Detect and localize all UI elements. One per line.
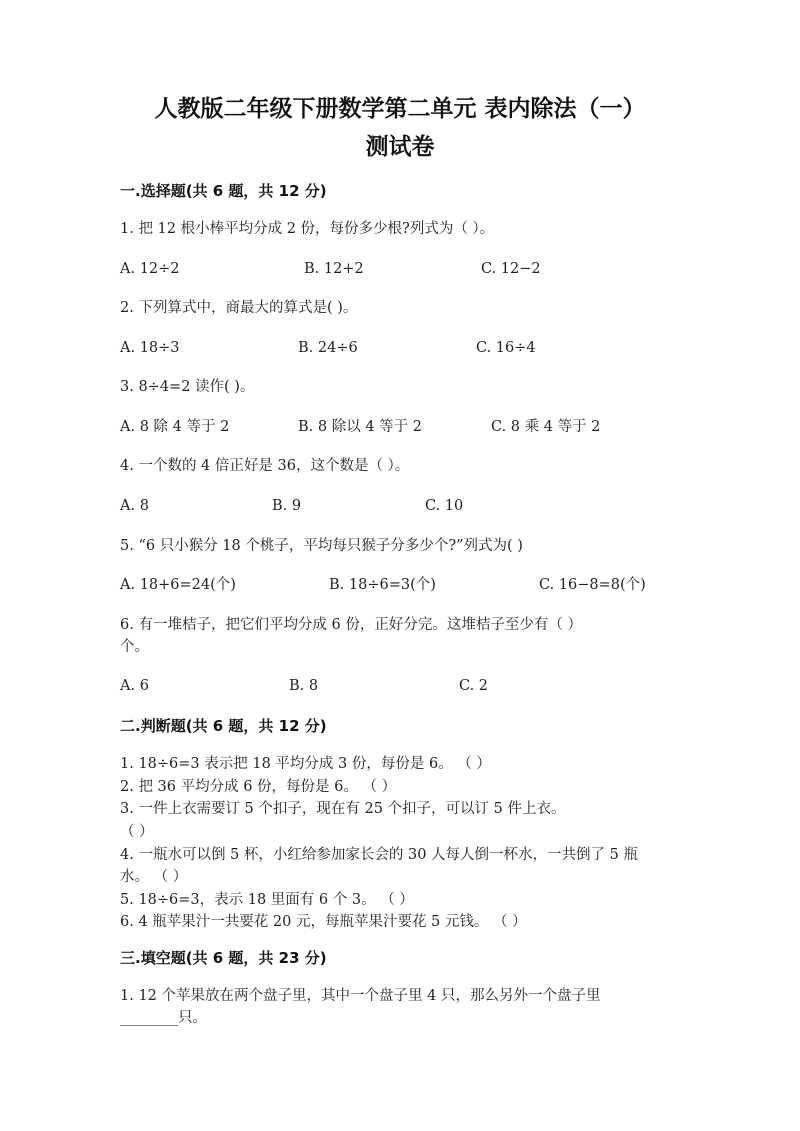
question-text: 4. 一个数的 4 倍正好是 36，这个数是（ ）。 (120, 458, 410, 474)
judge-line: 1. 18÷6=3 表示把 18 平均分成 3 份，每份是 6。 （ ） (120, 756, 491, 772)
judge-line: 3. 一件上衣需要订 5 个扣子，现在有 25 个扣子，可以订 5 件上衣。 (120, 801, 566, 817)
option-a: A. 18+6=24(个) (120, 577, 236, 593)
option-b: B. 8 除以 4 等于 2 (298, 419, 422, 435)
question-text: 6. 有一堆桔子，把它们平均分成 6 份，正好分完。这堆桔子至少有（ ） (120, 617, 582, 633)
option-a: A. 8 (120, 498, 149, 514)
fill-line: ________只。 (120, 1010, 207, 1026)
section-heading-choice: 一.选择题(共 6 题，共 12 分) (120, 182, 327, 200)
judge-line: 4. 一瓶水可以倒 5 杯，小红给参加家长会的 30 人每人倒一杯水，一共倒了 5 瓶 (120, 847, 638, 863)
question-text: 1. 把 12 根小棒平均分成 2 份，每份多少根?列式为（ ）。 (120, 221, 495, 237)
page-title-line2: 测试卷 (365, 134, 435, 160)
judge-line: 6. 4 瓶苹果汁一共要花 20 元，每瓶苹果汁要花 5 元钱。 （ ） (120, 914, 527, 930)
option-a: A. 12÷2 (120, 261, 180, 277)
option-c: C. 16÷4 (476, 340, 536, 356)
question-text: 5. “6 只小猴分 18 个桃子，平均每只猴子分多少个?”列式为( ) (120, 538, 523, 554)
option-b: B. 8 (289, 678, 319, 694)
option-b: B. 12+2 (304, 261, 364, 277)
judge-line: 水。 （ ） (120, 869, 188, 885)
option-c: C. 12−2 (481, 261, 541, 277)
judge-line: 2. 把 36 平均分成 6 份，每份是 6。 （ ） (120, 779, 397, 795)
judge-line: （ ） (120, 824, 154, 840)
section-heading-fill: 三.填空题(共 6 题，共 23 分) (120, 949, 327, 967)
option-a: A. 6 (120, 678, 149, 694)
option-b: B. 18÷6=3(个) (329, 577, 436, 593)
question-text: 3. 8÷4=2 读作( )。 (120, 379, 255, 395)
question-text-continued: 个。 (120, 639, 149, 655)
question-text: 2. 下列算式中，商最大的算式是( )。 (120, 300, 358, 316)
option-a: A. 18÷3 (120, 340, 180, 356)
option-b: B. 24÷6 (298, 340, 358, 356)
option-c: C. 16−8=8(个) (539, 577, 646, 593)
section-heading-judge: 二.判断题(共 6 题，共 12 分) (120, 717, 327, 735)
fill-line: 1. 12 个苹果放在两个盘子里，其中一个盘子里 4 只，那么另外一个盘子里 (120, 988, 601, 1004)
option-c: C. 8 乘 4 等于 2 (491, 419, 601, 435)
option-c: C. 10 (425, 498, 464, 514)
page-title-line1: 人教版二年级下册数学第二单元 表内除法（一） (154, 96, 646, 122)
option-a: A. 8 除 4 等于 2 (120, 419, 230, 435)
option-c: C. 2 (459, 678, 489, 694)
judge-line: 5. 18÷6=3，表示 18 里面有 6 个 3。 （ ） (120, 892, 414, 908)
option-b: B. 9 (272, 498, 302, 514)
